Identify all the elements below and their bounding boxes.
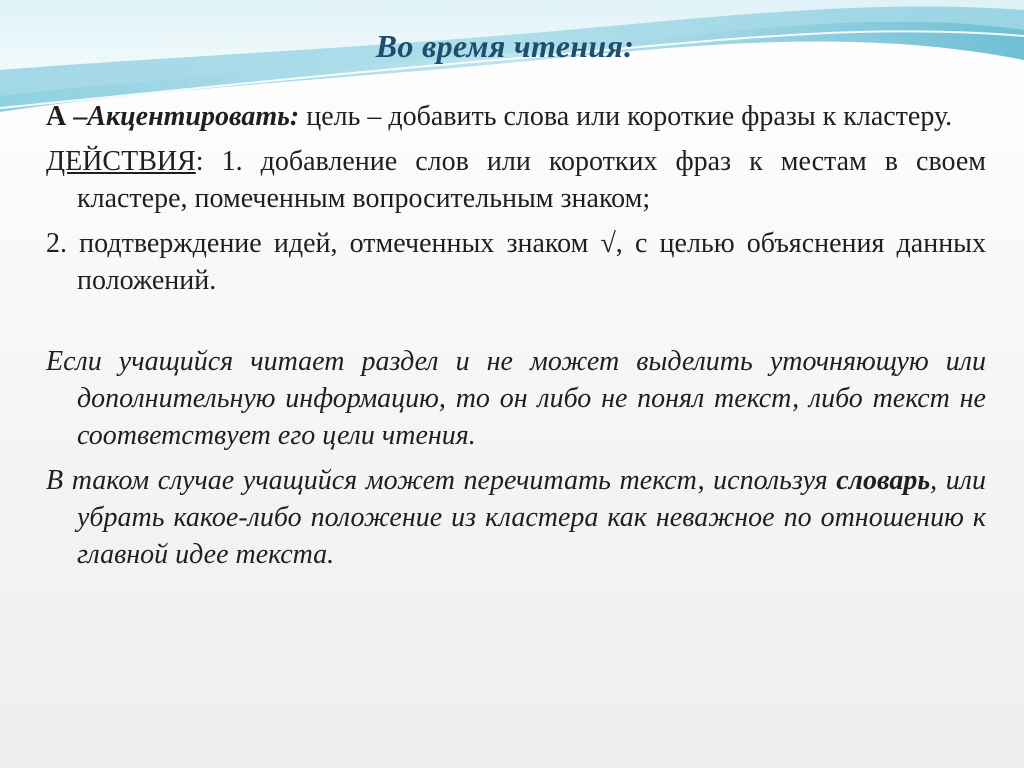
accentuate-term: Акцентировать:	[87, 101, 300, 132]
slide-title: Во время чтения:	[375, 28, 635, 64]
paragraph-if-student	[46, 343, 986, 454]
confirmation-text: 2. подтверждение идей, отмеченных знаком √, с целью объяснения данных положений.	[46, 228, 986, 296]
accentuate-letter: А –	[46, 101, 88, 132]
actions-label: ДЕЙСТВИЯ	[46, 146, 196, 177]
if-student-text: Если учащийся читает раздел и не может выделить уточняющую или дополнительную информацию, то он либо не понял текст, либо текст не соответствует его цели чтения.	[46, 346, 986, 451]
slide-content	[46, 98, 986, 581]
spacer	[46, 307, 986, 343]
paragraph-accentuate	[46, 98, 986, 135]
paragraph-in-that-case	[46, 462, 986, 573]
accentuate-text: цель – добавить слова или короткие фразы к кластеру.	[299, 101, 953, 132]
paragraph-confirmation	[46, 225, 986, 299]
paragraph-actions	[46, 143, 986, 217]
in-that-case-after: , или убрать какое-либо положение из кластера как неважное по отношению к главной идее текста.	[77, 465, 986, 570]
dictionary-word: словарь	[836, 465, 931, 496]
actions-text: : 1. добавление слов или коротких фраз к местам в своем кластере, помеченным вопросительным знаком;	[77, 146, 986, 214]
in-that-case-before: В таком случае учащийся может перечитать текст, используя	[46, 465, 837, 496]
